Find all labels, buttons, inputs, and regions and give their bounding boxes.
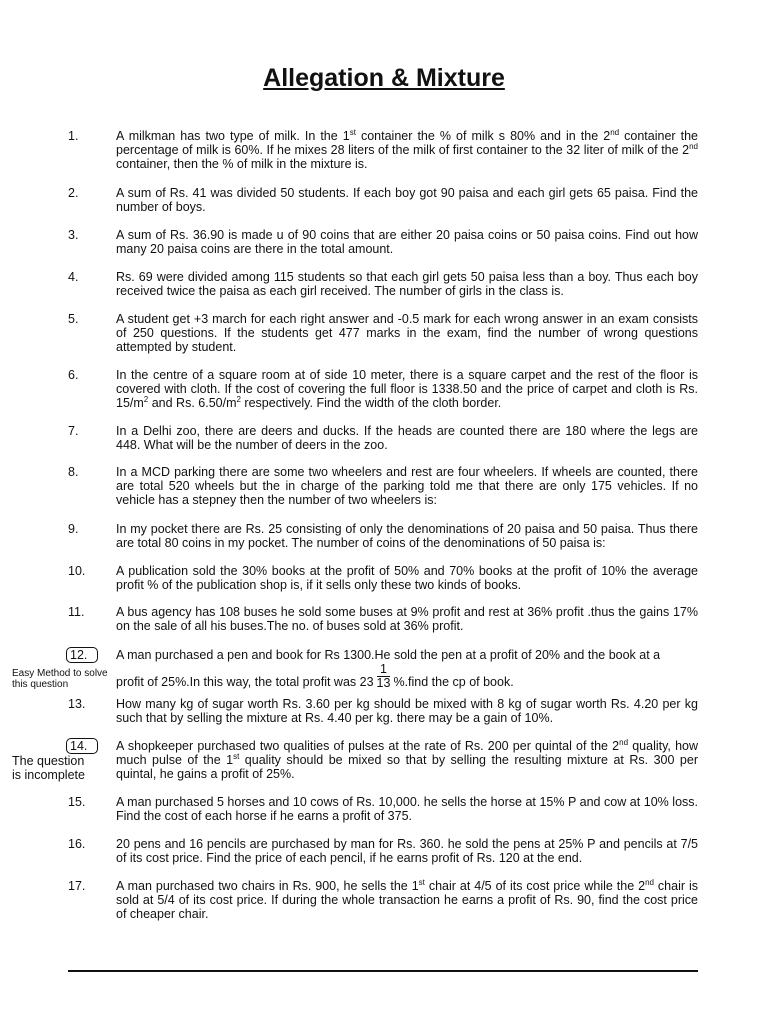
margin-note-easy-method: Easy Method to solve this question [12, 668, 108, 690]
question-text: A man purchased a pen and book for Rs 1300.He sold the pen at a profit of 20% and the book at a profit of 25%.In this way, the total profit was 23 $\frac{1}{13}$ %.find the cp of book. [116, 648, 661, 691]
question-number: 13. [68, 697, 86, 711]
footer-rule [68, 970, 698, 972]
fraction: $\frac{1}{13}$ [376, 662, 391, 691]
question-number: 2. [68, 186, 79, 200]
question-number: 6. [68, 368, 79, 382]
question-text: A sum of Rs. 36.90 is made u of 90 coins that are either 20 paisa coins or 50 paisa coins. Find out how many 20 paisa coins are there in the total amount. [116, 228, 698, 257]
question-number: 8. [68, 465, 79, 479]
question-text: A bus agency has 108 buses he sold some buses at 9% profit and rest at 36% profit .thus the gains 17% on the sale of all his buses.The no. of buses sold at 36% profit. [116, 605, 698, 634]
question-number: 3. [68, 228, 79, 242]
question-text: A milkman has two type of milk. In the 1st container the % of milk s 80% and in the 2nd container the percentage of milk is 60%. If he mixes 28 liters of the milk of first container to the 32 liter of milk of the 2nd container, then the % of milk in the mixture is. [116, 127, 698, 172]
question-number: 4. [68, 270, 79, 284]
question-text: A student get +3 march for each right answer and -0.5 mark for each wrong answer in an exam consists of 250 questions. If the students get 477 marks in the exam, find the number of wrong questions attempted by student. [116, 312, 698, 355]
question-text: A man purchased 5 horses and 10 cows of Rs. 10,000. he sells the horse at 15% P and cow at 10% loss. Find the cost of each horse if he earns a profit of 375. [116, 795, 698, 824]
question-text: A shopkeeper purchased two qualities of pulses at the rate of Rs. 200 per quintal of the 2nd quality, how much pulse of the 1st quality should be mixed so that by selling the resulting mixture at Rs. 300 per quintal, he gains a profit of 25%. [116, 737, 698, 782]
question-number: 17. [68, 879, 86, 893]
question-text: How many kg of sugar worth Rs. 3.60 per kg should be mixed with 8 kg of sugar worth Rs. 4.20 per kg such that by selling the mixture at Rs. 4.40 per kg. there may be a gain of 10%. [116, 697, 698, 726]
question-number: 15. [68, 795, 86, 809]
question-number: 10. [68, 564, 86, 578]
page-title: Allegation & Mixture [263, 64, 505, 92]
question-text: In the centre of a square room at of side 10 meter, there is a square carpet and the rest of the floor is covered with cloth. If the cost of covering the full floor is 1338.50 and the price of carpet and cloth is Rs. $15/m^2$ and Rs. $6.50/m^2$ respectively. Find the width of the cloth border. [116, 368, 698, 411]
circled-question-number: 14. [66, 738, 98, 754]
question-text: In a Delhi zoo, there are deers and ducks. If the heads are counted there are 180 where the legs are 448. What will be the number of deers in the zoo. [116, 424, 698, 453]
question-number: 11. [68, 605, 85, 619]
question-number: 9. [68, 522, 79, 536]
question-number: 5. [68, 312, 79, 326]
question-text: A publication sold the 30% books at the profit of 50% and 70% books at the profit of 10% the average profit % of the publication shop is, if it sells only these two kinds of books. [116, 564, 698, 593]
question-number: 1. [68, 129, 79, 143]
question-number: 7. [68, 424, 79, 438]
question-text: A man purchased two chairs in Rs. 900, he sells the 1st chair at 4/5 of its cost price while the 2nd chair is sold at 5/4 of its cost price. If during the whole transaction he earns a profit of Rs. 90, find the cost price of cheaper chair. [116, 877, 698, 922]
question-text: Rs. 69 were divided among 115 students so that each girl gets 50 paisa less than a boy. Thus each boy received twice the paisa as each girl received. The number of girls in the class is. [116, 270, 698, 299]
margin-note-incomplete: The question is incomplete [12, 754, 85, 782]
question-text: 20 pens and 16 pencils are purchased by man for Rs. 360. he sold the pens at 25% P and pencils at 7/5 of its cost price. Find the price of each pencil, if he earns profit of Rs. 120 at the end. [116, 837, 698, 866]
question-text: In a MCD parking there are some two wheelers and rest are four wheelers. If wheels are counted, there are total 520 wheels but the in charge of the parking told me that there are only 175 vehicles. If no vehicle has a stepney then the number of two wheelers is: [116, 465, 698, 508]
circled-question-number: 12. [66, 647, 98, 663]
question-text: In my pocket there are Rs. 25 consisting of only the denominations of 20 paisa and 50 paisa. Thus there are total 80 coins in my pocket. The number of coins of the denominations of 50 paisa is: [116, 522, 698, 551]
question-number: 16. [68, 837, 86, 851]
question-text: A sum of Rs. 41 was divided 50 students. If each boy got 90 paisa and each girl gets 65 paisa. Find the number of boys. [116, 186, 698, 215]
